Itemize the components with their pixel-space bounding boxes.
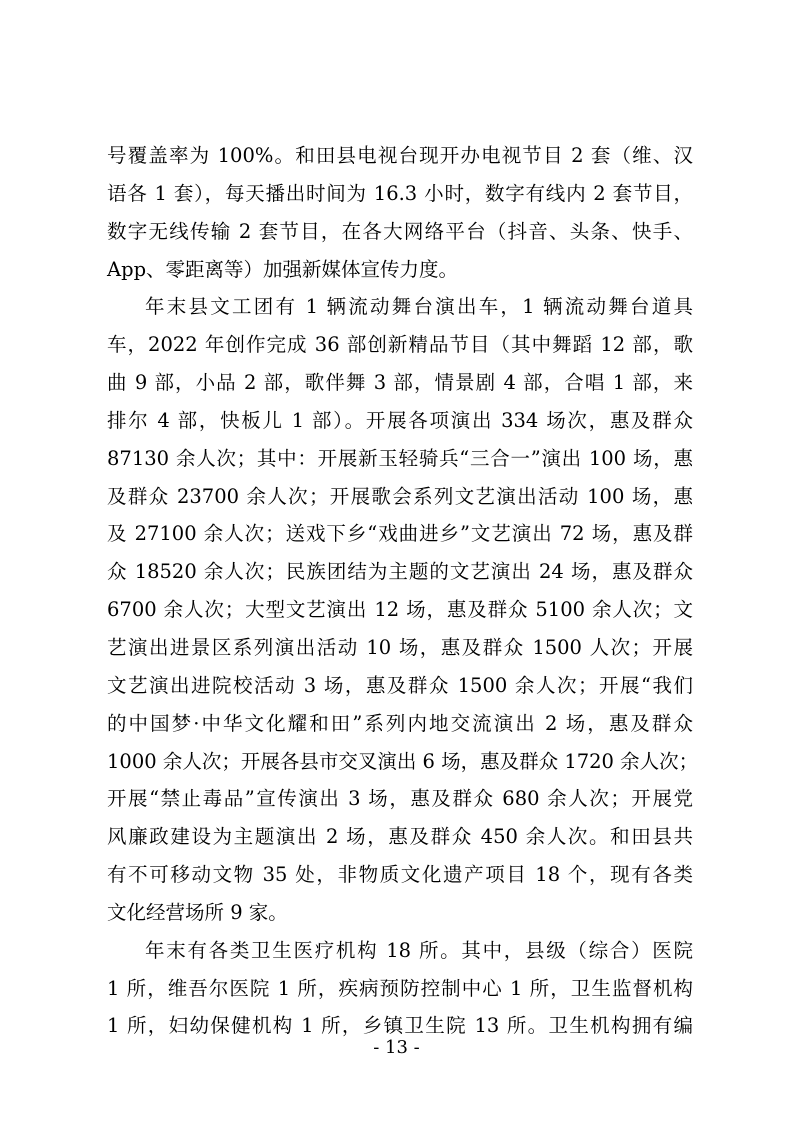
text-line: 艺演出进景区系列演出活动 10 场，惠及群众 1500 人次；开展 — [107, 635, 693, 659]
document-body — [107, 137, 699, 1045]
text-line: 号覆盖率为 100%。和田县电视台现开办电视节目 2 套（维、汉 — [107, 144, 693, 167]
text-line: 风廉政建设为主题演出 2 场，惠及群众 450 余人次。和田县共 — [107, 825, 693, 849]
text-line: 语各 1 套），每天播出时间为 16.3 小时，数字有线内 2 套节目， — [107, 181, 693, 205]
text-line: 年末县文工团有 1 辆流动舞台演出车，1 辆流动舞台道具 — [145, 295, 693, 319]
text-line: 年末有各类卫生医疗机构 18 所。其中，县级（综合）医院 — [145, 938, 693, 962]
text-line: 开展“禁止毒品”宣传演出 3 场，惠及群众 680 余人次；开展党 — [107, 787, 693, 811]
text-line: 1 所，妇幼保健机构 1 所，乡镇卫生院 13 所。卫生机构拥有编 — [107, 1014, 693, 1038]
text-line: 众 18520 余人次；民族团结为主题的文艺演出 24 场，惠及群众 — [107, 560, 693, 584]
text-line: 文化经营场所 9 家。 — [107, 900, 288, 924]
text-line: 87130 余人次；其中：开展新玉轻骑兵“三合一”演出 100 场，惠 — [107, 446, 693, 470]
text-line: 6700 余人次；大型文艺演出 12 场，惠及群众 5100 余人次；文 — [107, 598, 693, 622]
paragraph-health — [107, 932, 693, 1046]
paragraph-performing-arts — [107, 288, 699, 931]
text-line: 曲 9 部，小品 2 部，歌伴舞 3 部，情景剧 4 部，合唱 1 部，来 — [107, 371, 693, 395]
text-line: App、零距离等）加强新媒体宣传力度。 — [107, 257, 459, 281]
text-line: 有不可移动文物 35 处，非物质文化遗产项目 18 个，现有各类 — [107, 863, 693, 887]
text-line: 车，2022 年创作完成 36 部创新精品节目（其中舞蹈 12 部，歌 — [107, 333, 693, 357]
text-line: 及群众 23700 余人次；开展歌会系列文艺演出活动 100 场，惠 — [107, 484, 693, 508]
text-line: 排尔 4 部，快板儿 1 部）。开展各项演出 334 场次，惠及群众 — [107, 408, 693, 432]
text-line: 1 所，维吾尔医院 1 所，疾病预防控制中心 1 所，卫生监督机构 — [107, 976, 693, 1000]
paragraph-broadcast — [107, 137, 693, 288]
text-line: 的中国梦·中华文化耀和田”系列内地交流演出 2 场，惠及群众 — [107, 711, 693, 735]
text-line: 文艺演出进院校活动 3 场，惠及群众 1500 余人次；开展“我们 — [107, 673, 693, 697]
text-line: 1000 余人次；开展各县市交叉演出 6 场，惠及群众 1720 余人次； — [107, 749, 699, 773]
text-line: 数字无线传输 2 套节目，在各大网络平台（抖音、头条、快手、 — [107, 219, 693, 243]
page-number: - 13 - — [373, 1037, 420, 1058]
text-line: 及 27100 余人次；送戏下乡“戏曲进乡”文艺演出 72 场，惠及群 — [107, 522, 693, 546]
